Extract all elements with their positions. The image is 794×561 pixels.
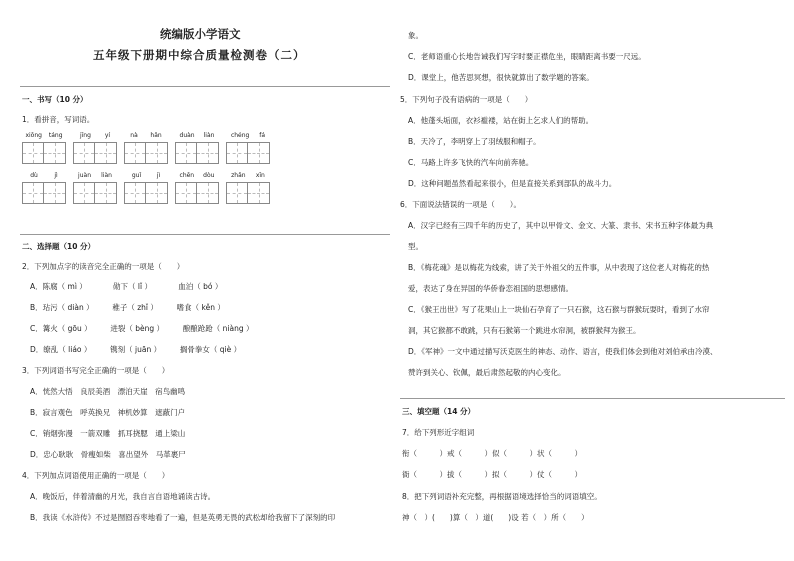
- title: 统编版小学语文: [160, 27, 241, 41]
- question-1: 1．看拼音，写词语。: [22, 115, 95, 124]
- option: A．陈腐（ mì ） 勋下（ lǐ ） 血泊（ bó ）: [30, 282, 223, 291]
- question-8: 8．把下列词语补充完整，再根据语境选择恰当的词语填空。: [402, 492, 602, 501]
- option: B．我读《水浒传》不过是囫囵吞枣地看了一遍，但是英勇无畏的武松却给我留下了深刻的印: [30, 513, 336, 522]
- option: C．马路上许多飞快的汽车向前奔驰。: [408, 158, 534, 167]
- option: A．晚饭后，伴着清幽的月光，我自言自语地诵读古诗。: [30, 492, 216, 501]
- word-box[interactable]: zhǎn xīn: [226, 172, 270, 204]
- option: D．这种问题虽然看起来很小，但是直接关系到部队的战斗力。: [408, 179, 617, 188]
- section-1-heading: 一、书写（10 分）: [22, 95, 88, 104]
- question-7: 7．给下列形近字组词: [402, 428, 475, 437]
- question-3: 3．下列词语书写完全正确的一项是（ ）: [22, 366, 170, 375]
- word-box[interactable]: juàn liàn: [73, 172, 117, 204]
- section-3-heading: 三、填空题（14 分）: [402, 407, 476, 416]
- word-box[interactable]: duàn liàn: [175, 132, 219, 164]
- section-rule: [400, 398, 785, 399]
- question-4: 4．下列加点词语使用正确的一项是（ ）: [22, 471, 170, 480]
- section-rule: [20, 86, 390, 87]
- option: A．汉字已经有三四千年的历史了，其中以甲骨文、金文、大篆、隶书、宋书五种字体最为典: [408, 221, 714, 230]
- pinyin-grid-row-2: [22, 172, 277, 204]
- word-box[interactable]: guǐ jì: [124, 172, 168, 204]
- word-box[interactable]: xiōng táng: [22, 132, 66, 164]
- pinyin-grid-row-1: [22, 132, 277, 164]
- question-5: 5．下列句子没有语病的一项是（ ）: [400, 95, 533, 104]
- option: 型。: [408, 242, 423, 251]
- option: B．《梅花魂》是以梅花为线索，讲了关于外祖父的五件事，从中表现了这位老人对梅花的热: [408, 263, 710, 272]
- continuation: 象。: [408, 31, 423, 40]
- option: 爱，表达了身在异国的华侨眷恋祖国的思想感情。: [408, 284, 573, 293]
- word-box[interactable]: jīng yí: [73, 132, 117, 164]
- word-box[interactable]: nà hǎn: [124, 132, 168, 164]
- option: D．缭乱（ liáo ） 镌刻（ juān ） 搁骨拳女（ qiè ）: [30, 345, 242, 354]
- option: A．恍然大悟 良辰美酒 漂泊天崖 宿鸟幽鸣: [30, 387, 186, 396]
- fill-row[interactable]: 衙（ ）拔（ ）拟（ ）仗（ ）: [402, 470, 582, 479]
- question-6: 6．下面说法错误的一项是（ ）。: [400, 200, 522, 209]
- fill-row[interactable]: 神（ ）( )算（ ）道( )设 若（ ）所（ ）: [402, 513, 589, 522]
- option: D．课堂上，他苦思冥想，很快就算出了数学题的答案。: [408, 73, 594, 82]
- option: C．《猴王出世》写了花果山上一块仙石孕育了一只石猴，这石猴与群猴玩耍时，看到了水帘: [408, 305, 710, 314]
- option: C．老师语重心长地告诫我们写字时要正襟危坐，眼睛距离书要一尺远。: [408, 52, 646, 61]
- option: B．天冷了，李明穿上了羽绒服和帽子。: [408, 137, 541, 146]
- option: C．篝火（ gōu ） 进裂（ bèng ） 酿酿跄跄（ niàng ）: [30, 324, 254, 333]
- section-rule: [20, 234, 390, 235]
- option: A．他蓬头垢面，衣衫褴褛，站在街上乞求人们的帮助。: [408, 116, 594, 125]
- subtitle: 五年级下册期中综合质量检测卷（二）: [93, 48, 306, 62]
- option: 洞，其它猴都不敢跳，只有石猴第一个跳进水帘洞，被群猴拜为猴王。: [408, 326, 641, 335]
- word-box[interactable]: chēn dòu: [175, 172, 219, 204]
- option: D．《军神》一文中通过描写沃克医生的神态、动作、语言，使我们体会到他对刘伯承由冷漠、: [408, 347, 718, 356]
- option: 赞许到关心、钦佩，最后肃然起敬的内心变化。: [408, 368, 566, 377]
- section-2-heading: 二、选择题（10 分）: [22, 242, 96, 251]
- fill-row[interactable]: 衔（ ）戒（ ）似（ ）状（ ）: [402, 449, 582, 458]
- option: D．忠心耿耿 骨瘦如柴 喜出望外 马革裹尸: [30, 450, 186, 459]
- option: B．寂言观色 呼英换兄 神机妙算 遮蔽门户: [30, 408, 186, 417]
- word-box[interactable]: chéng fá: [226, 132, 270, 164]
- option: B．玷污（ diàn ） 稚子（ zhǐ ） 嗜食（ kěn ）: [30, 303, 225, 312]
- word-box[interactable]: dù jì: [22, 172, 66, 204]
- question-2: 2．下列加点字的读音完全正确的一项是（ ）: [22, 262, 185, 271]
- option: C．销烟弥漫 一箭双雕 抓耳挠腮 通上梁山: [30, 429, 186, 438]
